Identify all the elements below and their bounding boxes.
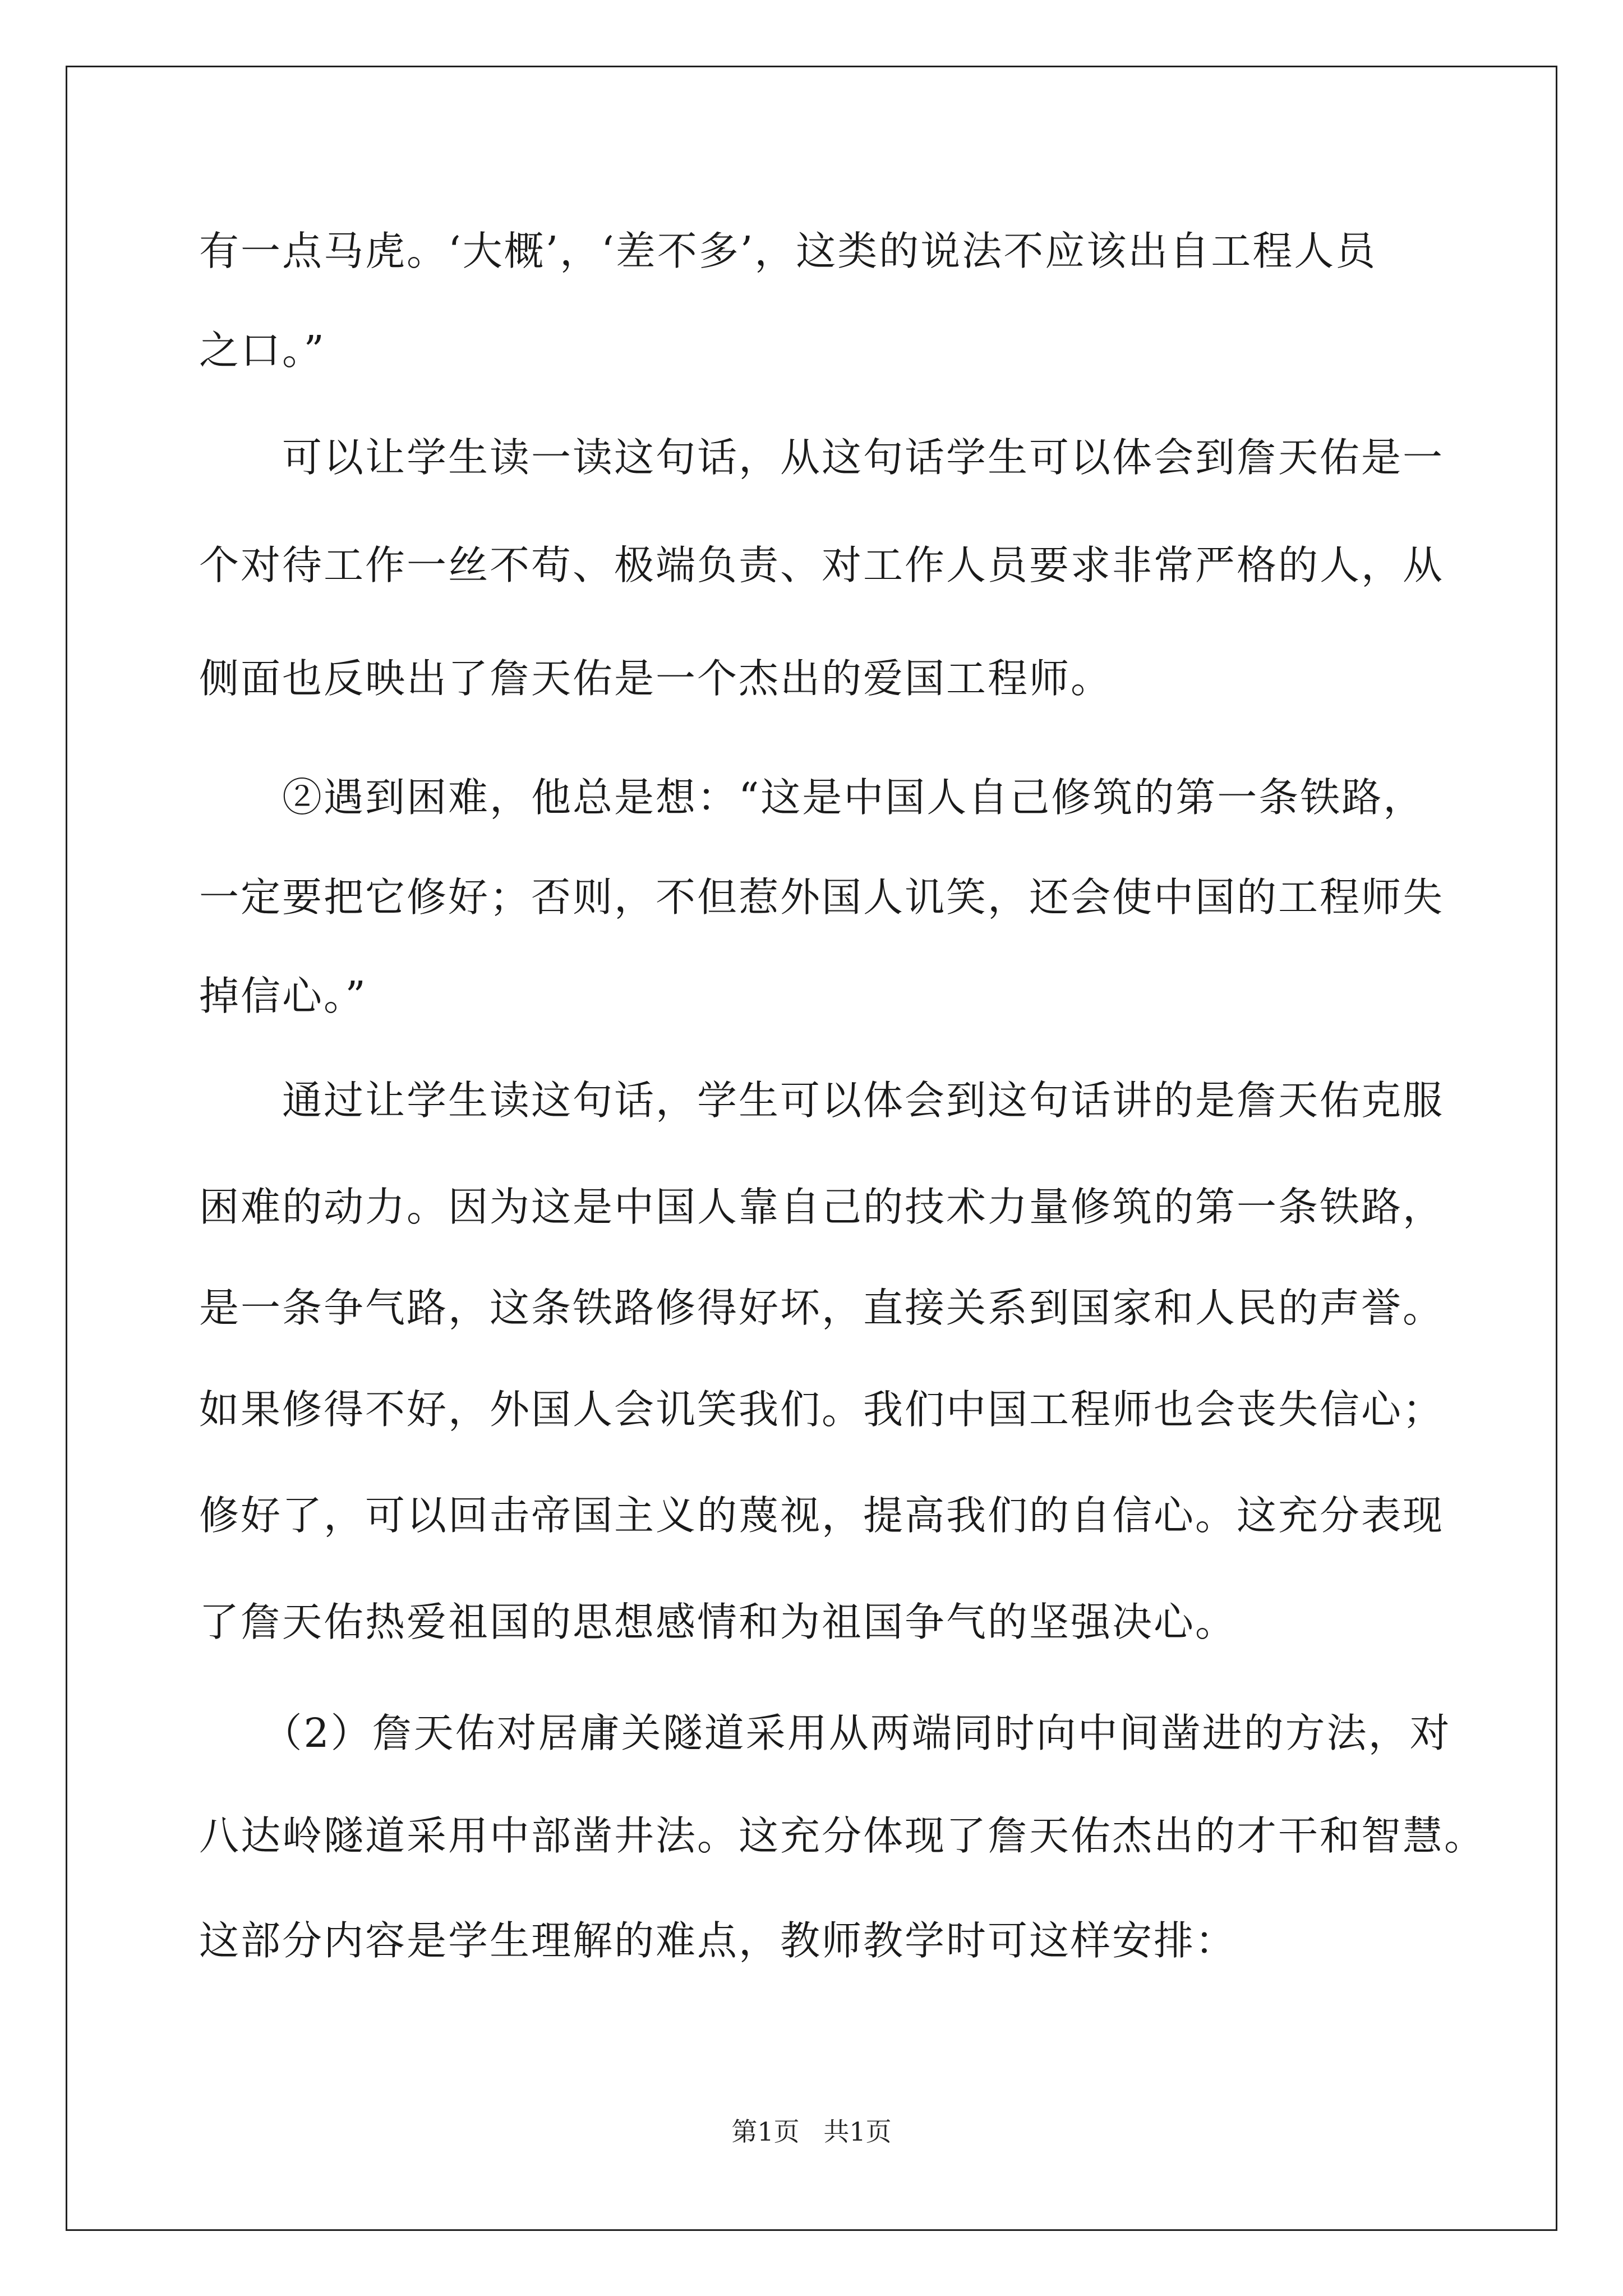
page-number: 第1页 <box>731 2116 800 2147</box>
page-border <box>66 66 1557 2231</box>
text-line: 一定要把它修好；否则，不但惹外国人讥笑，还会使中国的工程师失 <box>199 874 1445 921</box>
text-line: 通过让学生读这句话，学生可以体会到这句话讲的是詹天佑克服 <box>199 1077 1445 1124</box>
text-line: ②遇到困难，他总是想：“这是中国人自己修筑的第一条铁路， <box>199 774 1425 821</box>
text-line: 如果修得不好，外国人会讥笑我们。我们中国工程师也会丧失信心； <box>199 1386 1445 1433</box>
text-line: 了詹天佑热爱祖国的思想感情和为祖国争气的坚强决心。 <box>199 1599 1237 1645</box>
text-line: 这部分内容是学生理解的难点，教师教学时可这样安排： <box>199 1917 1237 1964</box>
text-line: 可以让学生读一读这句话，从这句话学生可以体会到詹天佑是一 <box>199 434 1445 481</box>
text-line: 侧面也反映出了詹天佑是一个杰出的爱国工程师。 <box>199 655 1113 702</box>
text-line: 是一条争气路，这条铁路修得好坏，直接关系到国家和人民的声誉。 <box>199 1285 1445 1331</box>
page-total: 共1页 <box>823 2116 892 2147</box>
text-line: （2）詹天佑对居庸关隧道采用从两端同时向中间凿进的方法，对 <box>199 1710 1451 1756</box>
text-line: 个对待工作一丝不苟、极端负责、对工作人员要求非常严格的人，从 <box>199 542 1445 588</box>
text-line: 有一点马虎。‘大概’，‘差不多’，这类的说法不应该出自工程人员 <box>199 228 1377 274</box>
page-footer <box>0 2115 1623 2148</box>
text-line: 八达岭隧道采用中部凿井法。这充分体现了詹天佑杰出的才干和智慧。 <box>199 1812 1486 1859</box>
text-line: 掉信心。” <box>199 973 367 1019</box>
text-line: 之口。” <box>199 327 326 374</box>
text-line: 修好了，可以回击帝国主义的蔑视，提高我们的自信心。这充分表现 <box>199 1492 1445 1539</box>
text-line: 困难的动力。因为这是中国人靠自己的技术力量修筑的第一条铁路， <box>199 1184 1445 1230</box>
